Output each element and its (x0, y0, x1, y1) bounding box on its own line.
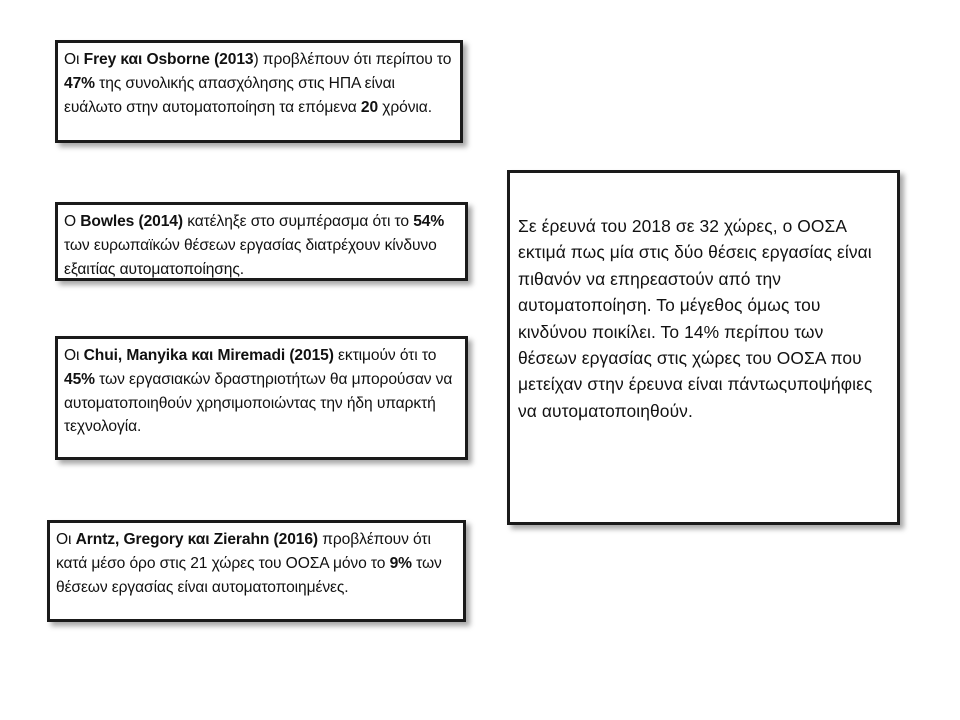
frey-osborne-text (64, 48, 453, 119)
bold-text-segment: Frey και Osborne (2013 (83, 51, 254, 68)
text-segment: Οι (64, 347, 84, 364)
chui-manyika-miremadi-box (55, 336, 468, 460)
text-segment: Οι (64, 51, 84, 68)
arntz-gregory-zierahn-box (47, 520, 466, 622)
text-segment: ) προβλέπουν ότι περίπου το (253, 51, 452, 68)
text-segment: Ο (64, 213, 81, 230)
text-segment: των εργασιακών δραστηριοτήτων θα μπορούσαν να αυτοματοποιηθούν χρησιμοποιώντας την ήδη υπαρκτή τεχνολογία. (64, 370, 453, 436)
frey-osborne-box (55, 40, 463, 143)
text-segment: προβλέπουν ότι κατά μέσο όρο στις 21 χώρες του ΟΟΣΑ μόνο το (56, 531, 431, 572)
bold-text-segment: 54% (413, 213, 445, 230)
bold-text-segment: 9% (389, 554, 412, 572)
text-segment: κατέληξε στο συμπέρασμα ότι το (182, 213, 414, 230)
bold-text-segment: Bowles (2014) (80, 213, 183, 230)
bold-text-segment: 45% (64, 370, 95, 388)
text-segment: Οι (56, 531, 76, 548)
oecd-2018-text (518, 213, 887, 424)
bowles-box (55, 202, 468, 281)
bold-text-segment: 20 (360, 98, 379, 116)
chui-manyika-miremadi-text (64, 344, 458, 439)
oecd-2018-box (507, 170, 900, 525)
text-segment: των ευρωπαϊκών θέσεων εργασίας διατρέχουν κίνδυνο εξαιτίας αυτοματοποίησης. (64, 236, 437, 278)
text-segment: των θέσεων εργασίας είναι αυτοματοποιημένες. (56, 554, 442, 596)
bowles-text (64, 210, 458, 281)
text-segment: χρόνια. (378, 98, 432, 116)
bold-text-segment: Arntz, Gregory και Zierahn (2016) (75, 531, 319, 548)
text-segment: Σε έρευνά του 2018 σε 32 χώρες, ο ΟΟΣΑ εκτιμά πως μία στις δύο θέσεις εργασίας είναι πιθανόν να επηρεαστούν από την αυτοματοποίηση. Το μέγεθος όμως του κινδύνου ποικίλει. Το 14% περίπου των θέσεων εργασίας στις χώρες του ΟΟΣΑ που μετείχαν στην έρευνα είναι πάντωςυποψήφιες να αυτοματοποιηθούν. (518, 216, 873, 421)
text-segment: εκτιμούν ότι το (333, 347, 437, 364)
bold-text-segment: 47% (64, 74, 95, 92)
bold-text-segment: Chui, Manyika και Miremadi (2015) (83, 347, 334, 364)
arntz-gregory-zierahn-text (56, 528, 456, 599)
text-segment: της συνολικής απασχόλησης στις ΗΠΑ είναι ευάλωτο στην αυτοματοποίηση τα επόμενα (64, 74, 395, 116)
